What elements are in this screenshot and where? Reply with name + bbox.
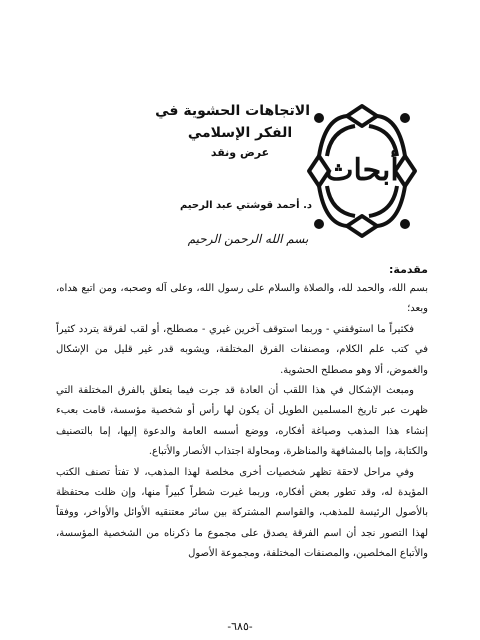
article-title-block — [155, 100, 310, 162]
body-text — [56, 279, 428, 565]
body-paragraph: بسم الله، والحمد لله، والصلاة والسلام على رسول الله، وعلى آله وصحبه، ومن اتبع هداه، وبعد؛ — [56, 283, 428, 315]
body-paragraph: وفي مراحل لاحقة تظهر شخصيات أخرى مخلصة لهذا المذهب، لا تفتأ تصنف الكتب المؤيدة له، وقد تطور بعض أفكاره، وربما غيرت شطراً كبيراً منها، وإن ظلت محتفظة بالأصول الرئيسة للمذهب، والقواسم المشتركة بين سائر معتنقيه الأوائل والأواخر، ووفقاً لهذا التصور نجد أن اسم الفرقة يصدق على مجموع ما ذكرناه من الشخصية المؤسسة، والأتباع المخلصين، والمصنفات المختلفة، ومجموعة الأصول — [56, 466, 428, 560]
emblem-word: أبحاث — [325, 153, 399, 188]
page-number: -٦٨٥- — [227, 620, 253, 633]
body-paragraph: ومبعث الإشكال في هذا اللقب أن العادة قد جرت فيما يتعلق بالفرق المختلفة التي ظهرت عبر تاريخ المسلمين الطويل أن يكون لها رأس أو شخصية مؤسسة، قامت بعبء إنشاء هذا المذهب وصياغة أفكاره، ووضع أسسه العامة والدعوة إليها، إما بالتصنيف والكتابة، وإما بالمشافهة والمناظرة، ومحاولة اجتذاب الأنصار والأتباع. — [56, 385, 428, 458]
article-subtitle: عرض ونقد — [210, 146, 270, 159]
basmala: بسم الله الرحمن الرحيم — [187, 232, 309, 246]
section-heading: مقدمة: — [389, 263, 428, 276]
article-title-line-2: الفكر الإسلامي — [187, 125, 293, 141]
section-emblem — [297, 96, 427, 246]
body-paragraph: فكثيراً ما استوقفني - وربما استوقف آخرين غيري - مصطلح، أو لقب لفرقة يتردد كثيراً في كتب علم الكلام، ومصنفات الفرق المختلفة، ويشوبه قدر غير قليل من الإشكال والغموض، ألا وهو مصطلح الحشوية. — [56, 323, 428, 376]
article-title-line-1: الاتجاهات الحشوية في — [155, 103, 310, 119]
author-name: د. أحمد قوشتي عبد الرحيم — [179, 200, 313, 211]
